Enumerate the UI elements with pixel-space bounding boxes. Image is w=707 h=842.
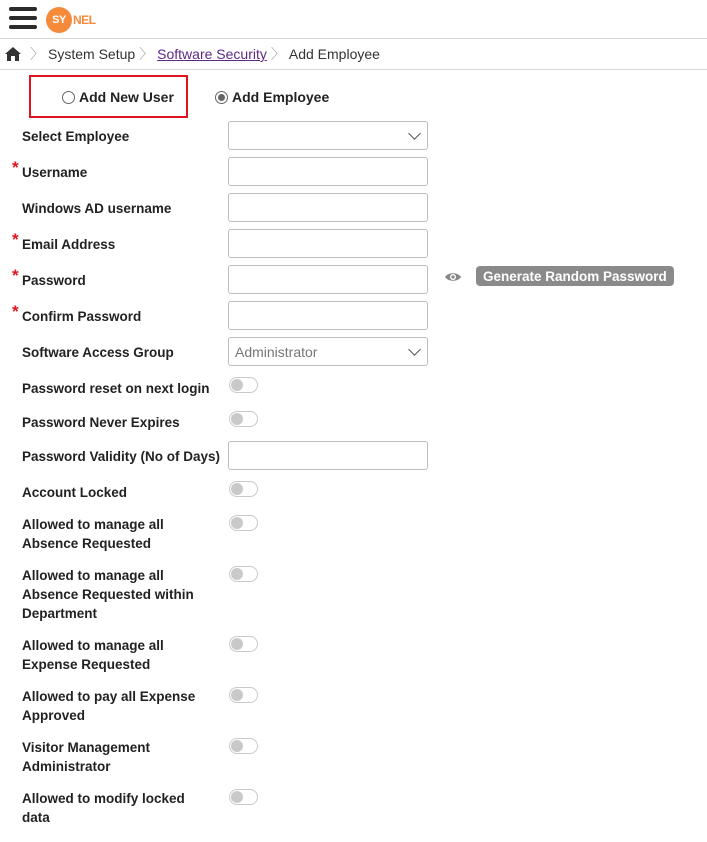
breadcrumb-current: Add Employee	[288, 46, 380, 62]
never-expires-label: Password Never Expires	[22, 415, 180, 430]
password-input[interactable]	[228, 265, 428, 294]
manage-absence-dept-label	[22, 566, 222, 623]
modify-locked-label	[22, 789, 222, 827]
radio-button-checked[interactable]	[215, 91, 228, 104]
breadcrumb-separator: 〉	[270, 46, 285, 62]
breadcrumb	[0, 38, 707, 70]
label-line: Expense Requested	[22, 657, 151, 672]
breadcrumb-separator: 〉	[139, 46, 154, 62]
windows-ad-label: Windows AD username	[22, 201, 172, 216]
windows-ad-input[interactable]	[228, 193, 428, 222]
chevron-down-icon	[408, 343, 421, 356]
eye-icon[interactable]	[444, 271, 462, 283]
manage-absence-dept-toggle[interactable]	[229, 566, 258, 582]
label-line: Allowed to pay all Expense	[22, 689, 196, 704]
label-line: Approved	[22, 708, 86, 723]
pay-expense-label	[22, 687, 222, 725]
radio-add-new-user[interactable]	[62, 86, 174, 108]
label-line: Department	[22, 606, 98, 621]
validity-input[interactable]	[228, 441, 428, 470]
required-asterisk: *	[12, 158, 19, 177]
pay-expense-toggle[interactable]	[229, 687, 258, 703]
account-locked-label: Account Locked	[22, 485, 128, 500]
label-line: Allowed to manage all	[22, 638, 164, 653]
select-employee-label: Select Employee	[22, 129, 130, 144]
visitor-admin-toggle[interactable]	[229, 738, 258, 754]
label-line: data	[22, 810, 50, 825]
radio-button[interactable]	[62, 91, 75, 104]
access-group-dropdown[interactable]	[228, 337, 428, 366]
manage-expense-toggle[interactable]	[229, 636, 258, 652]
logo[interactable]	[46, 7, 96, 33]
radio-add-employee[interactable]	[215, 86, 329, 108]
never-expires-toggle[interactable]	[229, 411, 258, 427]
reset-next-login-label: Password reset on next login	[22, 381, 210, 396]
label-line: Administrator	[22, 759, 111, 774]
radio-label: Add Employee	[232, 89, 330, 105]
username-input[interactable]	[228, 157, 428, 186]
username-label: Username	[22, 165, 88, 180]
confirm-password-input[interactable]	[228, 301, 428, 330]
reset-next-login-toggle[interactable]	[229, 377, 258, 393]
radio-label: Add New User	[79, 89, 174, 105]
label-line: Absence Requested within	[22, 587, 194, 602]
label-line: Visitor Management	[22, 740, 151, 755]
home-icon[interactable]	[4, 46, 22, 62]
label-line: Absence Requested	[22, 536, 152, 551]
visitor-admin-label	[22, 738, 222, 776]
validity-label: Password Validity (No of Days)	[22, 449, 221, 464]
breadcrumb-separator: 〉	[30, 46, 44, 62]
required-asterisk: *	[12, 230, 19, 249]
breadcrumb-system-setup[interactable]: System Setup	[48, 46, 136, 62]
label-line: Allowed to manage all	[22, 517, 164, 532]
modify-locked-toggle[interactable]	[229, 789, 258, 805]
password-label: Password	[22, 273, 86, 288]
access-group-value: Administrator	[235, 343, 318, 360]
confirm-password-label: Confirm Password	[22, 309, 142, 324]
email-label: Email Address	[22, 237, 116, 252]
manage-absence-label	[22, 515, 222, 553]
label-line: Allowed to modify locked	[22, 791, 185, 806]
label-line: Allowed to manage all	[22, 568, 164, 583]
breadcrumb-software-security[interactable]: Software Security	[157, 46, 267, 62]
generate-random-password-button[interactable]: Generate Random Password	[476, 266, 674, 286]
email-input[interactable]	[228, 229, 428, 258]
top-bar	[0, 0, 707, 38]
manage-absence-toggle[interactable]	[229, 515, 258, 531]
menu-icon[interactable]	[9, 7, 37, 31]
manage-expense-label	[22, 636, 222, 674]
chevron-down-icon	[408, 127, 421, 140]
logo-mark: SY	[46, 7, 72, 33]
required-asterisk: *	[12, 302, 19, 321]
account-locked-toggle[interactable]	[229, 481, 258, 497]
logo-text: NEL	[73, 13, 96, 27]
required-asterisk: *	[12, 266, 19, 285]
access-group-label: Software Access Group	[22, 345, 174, 360]
select-employee-dropdown[interactable]	[228, 121, 428, 150]
